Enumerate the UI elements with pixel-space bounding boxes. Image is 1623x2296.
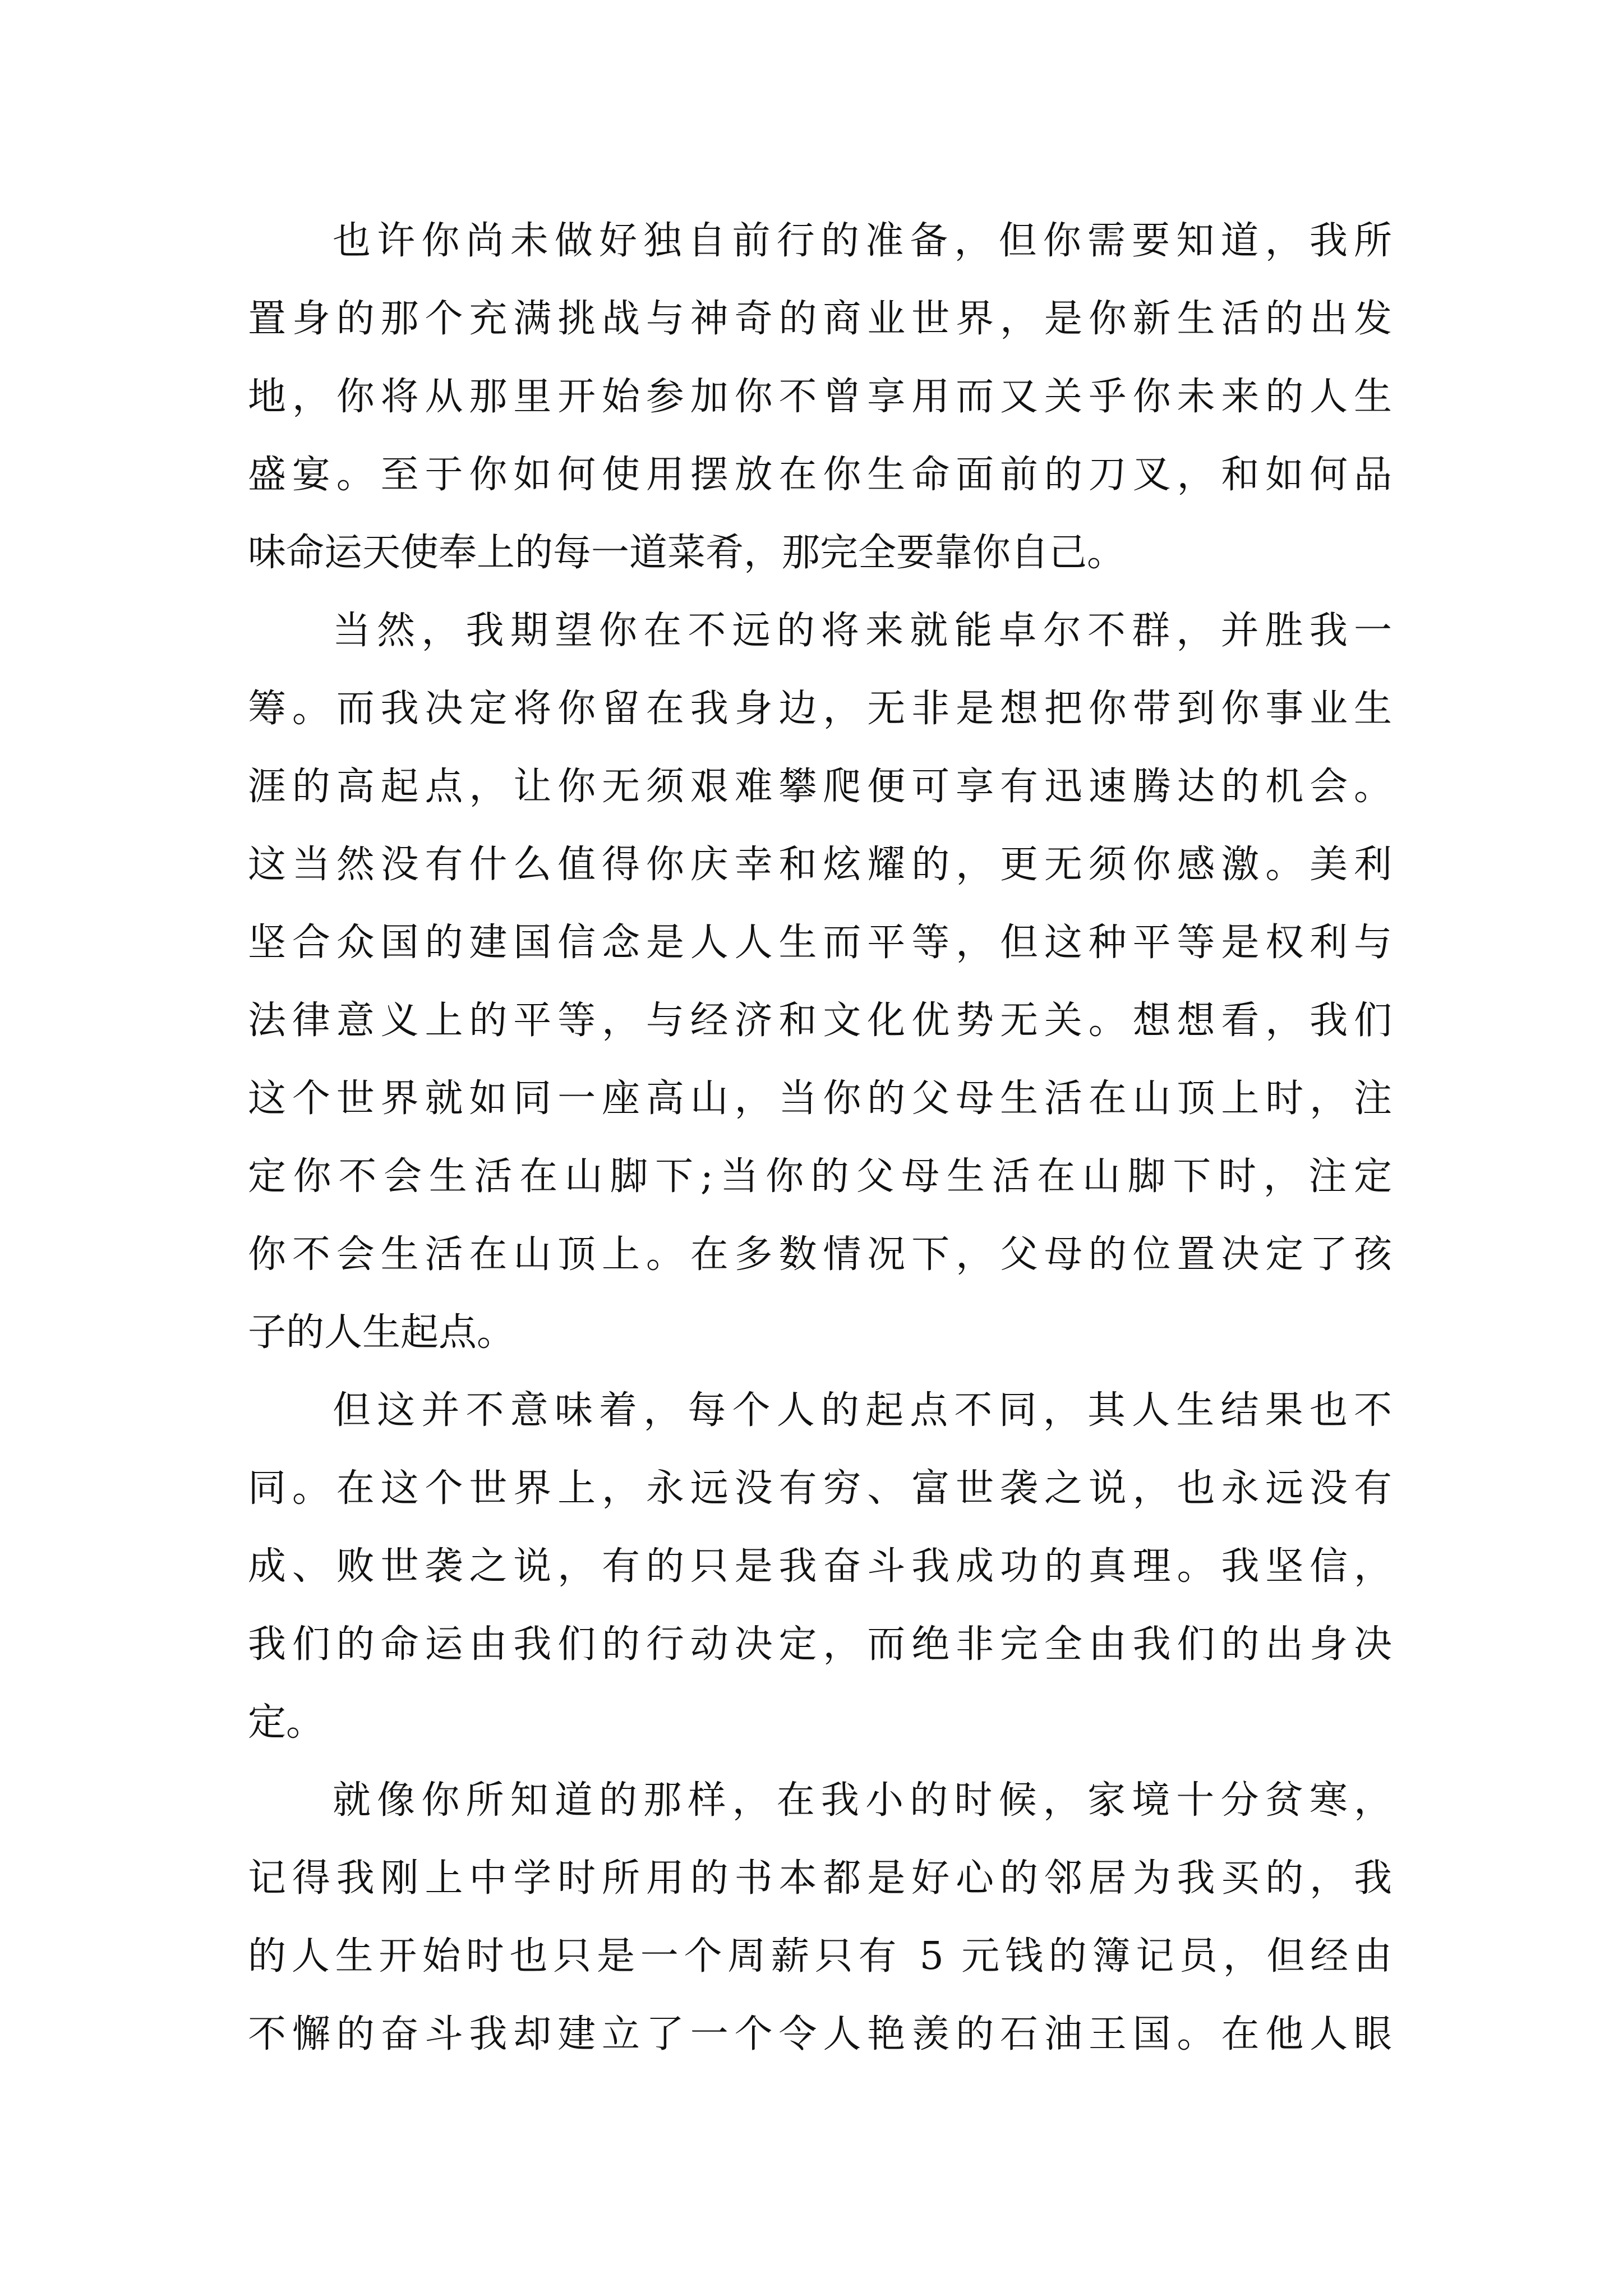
text-line: 定你不会生活在山脚下;当你的父母生活在山脚下时，注定 [248,1154,1392,1199]
text-line: 也许你尚未做好独自前行的准备，但你需要知道，我所 [333,219,1392,263]
text-line: 涯的高起点，让你无须艰难攀爬便可享有迅速腾达的机会。 [248,765,1392,809]
text-line: 定。 [248,1700,325,1745]
text-line: 坚合众国的建国信念是人人生而平等，但这种平等是权利与 [248,921,1392,965]
paragraph [248,1761,1392,2073]
text-line: 这当然没有什么值得你庆幸和炫耀的，更无须你感激。美利 [248,843,1392,887]
text-line: 成、败世袭之说，有的只是我奋斗我成功的真理。我坚信， [248,1544,1392,1589]
text-line: 当然，我期望你在不远的将来就能卓尔不群，并胜我一 [333,609,1392,653]
text-line: 的人生开始时也只是一个周薪只有 5 元钱的簿记员，但经由 [248,1934,1392,1978]
paragraph [248,592,1392,1372]
text-line: 地，你将从那里开始参加你不曾享用而又关乎你未来的人生 [248,375,1392,419]
text-line: 筹。而我决定将你留在我身边，无非是想把你带到你事业生 [248,687,1392,731]
text-line: 记得我刚上中学时所用的书本都是好心的邻居为我买的，我 [248,1856,1392,1901]
text-line: 盛宴。至于你如何使用摆放在你生命面前的刀叉，和如何品 [248,453,1392,497]
paragraph [248,202,1392,592]
body-text [248,202,1392,2073]
text-line: 子的人生起点。 [248,1310,515,1355]
text-line: 同。在这个世界上，永远没有穷、富世袭之说，也永远没有 [248,1466,1392,1511]
text-line: 置身的那个充满挑战与神奇的商业世界，是你新生活的出发 [248,297,1392,341]
text-line: 我们的命运由我们的行动决定，而绝非完全由我们的出身决 [248,1622,1392,1667]
text-line: 味命运天使奉上的每一道菜肴，那完全要靠你自己。 [248,531,1126,575]
paragraph [248,1372,1392,1761]
text-line: 就像你所知道的那样，在我小的时候，家境十分贫寒， [333,1778,1392,1823]
text-line: 不懈的奋斗我却建立了一个令人艳羡的石油王国。在他人眼 [248,2012,1392,2056]
text-line: 这个世界就如同一座高山，当你的父母生活在山顶上时，注 [248,1076,1392,1121]
text-line: 你不会生活在山顶上。在多数情况下，父母的位置决定了孩 [248,1232,1392,1277]
text-line: 但这并不意味着，每个人的起点不同，其人生结果也不 [333,1388,1392,1433]
text-line: 法律意义上的平等，与经济和文化优势无关。想想看，我们 [248,999,1392,1043]
